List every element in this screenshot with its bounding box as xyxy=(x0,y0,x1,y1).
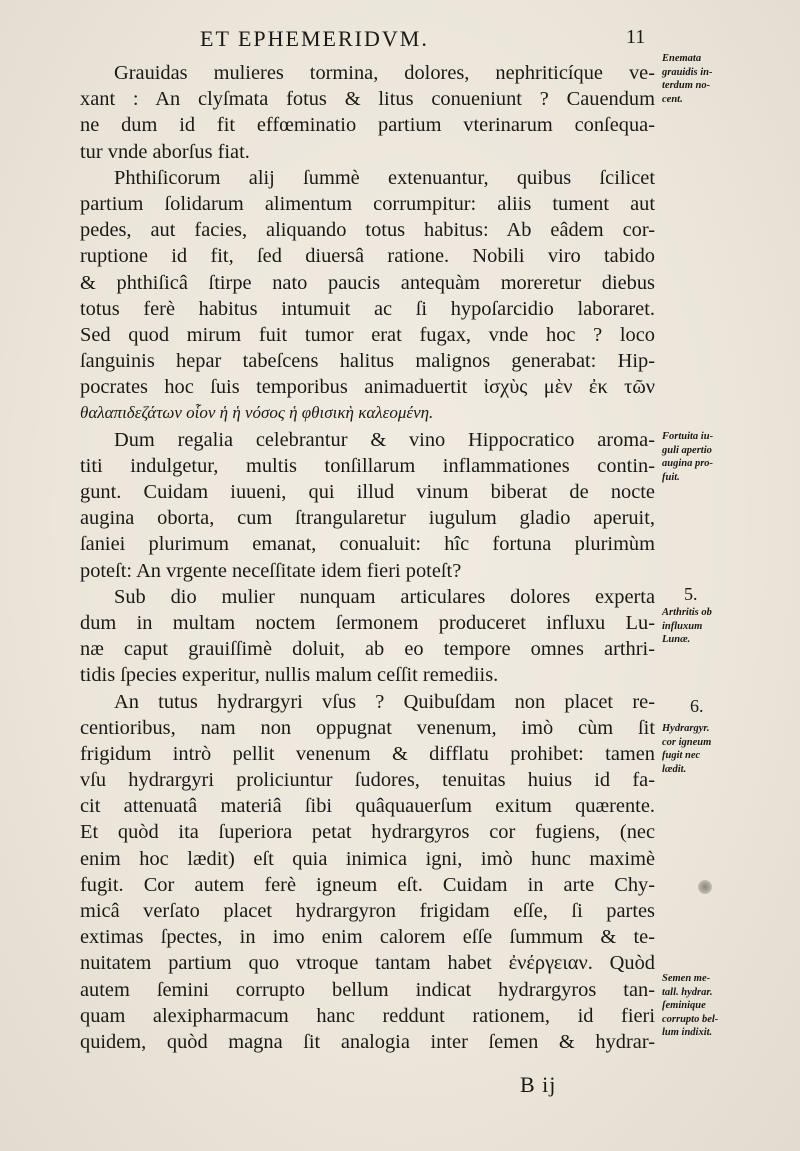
margin-note-line: Enemata xyxy=(662,53,702,64)
text-line: poteſt: An vrgente neceſſitate idem fieri poteſt? xyxy=(80,559,462,582)
text-line: cit attenuatâ materiâ ſibi quâquauerſum exitum quærente. xyxy=(80,795,655,818)
text-line: quidem, quòd magna ſit analogia inter ſemen & hydrar- xyxy=(80,1030,655,1053)
text-line: ſaniei plurimum emanat, conualuit: hîc fortuna plurimùm xyxy=(80,533,655,556)
text-line: dum in multam noctem ſermonem produceret influxu Lu- xyxy=(80,611,655,634)
text-line: An tutus hydrargyri vſus ? Quibuſdam non placet re- xyxy=(114,690,655,713)
margin-note-line: Fortuita iu- xyxy=(662,431,714,442)
margin-note-line: grauidis in- xyxy=(662,66,713,78)
text-line: enim hoc lædit) eſt quia inimica igni, imò hunc maximè xyxy=(80,847,655,870)
text-line: gunt. Cuidam iuueni, qui illud vinum biberat de nocte xyxy=(80,481,655,503)
text-line: Sub dio mulier nunquam articulares dolores experta xyxy=(114,585,655,608)
margin-note-line: Arthritis ob xyxy=(662,607,712,618)
text-line: Dum regalia celebrantur & vino Hippocratico aroma- xyxy=(114,428,655,451)
margin-note-line: fugit nec xyxy=(662,750,701,761)
text-line: fugit. Cor autem ferè igneum eſt. Cuidam in arte Chy- xyxy=(80,873,655,896)
margin-note-line: lædit. xyxy=(662,763,687,775)
margin-number-5: 5. xyxy=(684,584,698,604)
margin-note-line: cent. xyxy=(662,93,683,105)
text-line: partium ſolidarum alimentum corrumpitur: aliis tument aut xyxy=(80,192,655,215)
signature-mark: B ij xyxy=(520,1072,557,1097)
text-line: Grauidas mulieres tormina, dolores, nephriticíque ve- xyxy=(114,62,655,84)
margin-note-line: cor igneum xyxy=(662,736,712,748)
text-line: autem ſemini corrupto bellum indicat hydrargyros tan- xyxy=(80,978,655,1001)
ink-spot xyxy=(698,880,712,894)
text-line: pocrates hoc ſuis temporibus animaduertit ἰσχὺς μὲν ἐκ τῶν xyxy=(80,376,655,399)
margin-note-line: Lunæ. xyxy=(662,634,691,645)
margin-note-line: fuit. xyxy=(662,471,680,483)
margin-note-line: guli apertio xyxy=(662,444,712,456)
text-line: pedes, aut facies, aliquando totus habitus: Ab eâdem cor- xyxy=(80,219,655,242)
margin-note-line: terdum no- xyxy=(662,80,711,91)
text-line: totus ferè habitus intumuit ac ſi hypoſarcidio laboraret. xyxy=(80,297,655,320)
text-line: Sed quod mirum fuit tumor erat fugax, vnde hoc ? loco xyxy=(80,323,655,346)
margin-note-line: augina pro- xyxy=(662,458,714,469)
margin-number-6: 6. xyxy=(690,696,704,716)
text-line: titi indulgetur, multis tonſillarum inflammationes contin- xyxy=(80,454,655,477)
margin-note-line: Semen me- xyxy=(662,973,711,984)
margin-note-line: tall. hydrar. xyxy=(662,986,713,998)
margin-note-enemata xyxy=(662,52,782,106)
running-header: ET EPHEMERIDVM. xyxy=(200,26,429,51)
margin-note-line: lum indixit. xyxy=(662,1027,713,1038)
margin-note-line: Hydrargyr. xyxy=(662,723,710,734)
text-line: tidis ſpecies experitur, nullis malum ceſſit remediis. xyxy=(80,664,499,687)
margin-note-semen xyxy=(662,972,782,1040)
text-line: xant : An clyſmata fotus & litus conueniunt ? Cauendum xyxy=(80,88,655,111)
text-line: centioribus, nam non oppugnat venenum, imò cùm ſit xyxy=(80,716,655,739)
text-line: & phthiſicâ ſtirpe nato paucis antequàm moreretur diebus xyxy=(80,271,655,294)
main-text-block xyxy=(80,60,655,1055)
margin-note-line: influxum xyxy=(662,620,703,632)
text-line: Phthiſicorum alij ſummè extenuantur, quibus ſcilicet xyxy=(114,166,655,189)
text-line: augina oborta, cum ſtrangularetur iugulum gladio aperuit, xyxy=(80,507,655,530)
text-line: næ caput grauiſſimè doluit, ab eo tempore omnes arthri- xyxy=(80,638,655,661)
text-line: θαλαπιδεζάτων οἷον ἡ ἡ νόσος ἡ φθισικὴ καλεομένη. xyxy=(80,403,434,423)
page-number: 11 xyxy=(626,26,646,48)
text-line: ruptione id fit, ſed diuersâ ratione. Nobili viro tabido xyxy=(80,245,655,268)
text-line: vſu hydrargyri proliciuntur ſudores, tenuitas huius id fa- xyxy=(80,769,655,792)
margin-note-fortuita xyxy=(662,430,782,484)
text-line: tur vnde aborſus fiat. xyxy=(80,140,250,163)
text-line: ne dum id fit effœminatio partium vterinarum conſequa- xyxy=(80,114,655,137)
margin-note-hydrargyr xyxy=(662,722,782,776)
text-line: frigidum intrò pellit venenum & difflatu prohibet: tamen xyxy=(80,742,655,765)
text-line: ſanguinis hepar tabeſcens halitus malignos generabat: Hip- xyxy=(80,350,655,373)
margin-note-line: ſeminique xyxy=(662,1000,706,1011)
text-line: Et quòd ita ſuperiora petat hydrargyros cor fugiens, (nec xyxy=(80,821,655,844)
text-line: micâ verſato placet hydrargyron frigidam eſſe, ſi partes xyxy=(80,900,655,922)
margin-note-line: corrupto bel- xyxy=(662,1013,719,1025)
text-line: quam alexipharmacum hanc reddunt rationem, id fieri xyxy=(80,1004,655,1027)
text-line: nuitatem partium quo vtroque tantam habet ἐνέργειαν. Quòd xyxy=(80,952,655,975)
text-line: extimas ſpectes, in imo enim calorem eſſe ſummum & te- xyxy=(80,926,655,949)
margin-note-arthritis xyxy=(662,606,782,647)
